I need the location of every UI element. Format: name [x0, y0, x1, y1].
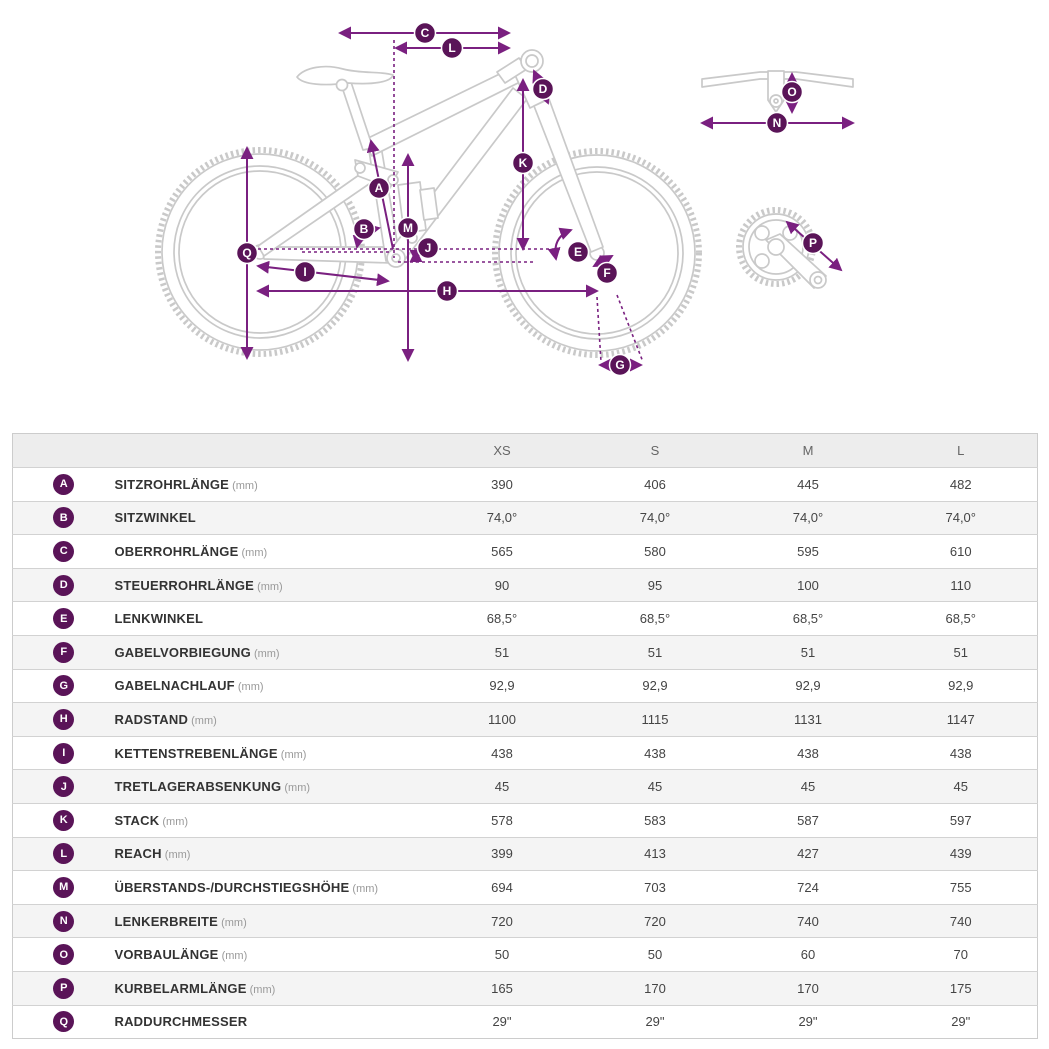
diagram-badge-bb-drop	[418, 238, 439, 259]
diagram-badge-handlebar-width	[767, 113, 788, 134]
value-cell-m: 29"	[732, 1005, 885, 1039]
value-cell-s: 45	[579, 770, 732, 804]
value-cell-m: 587	[732, 803, 885, 837]
table-row	[13, 568, 1038, 602]
measurement-label: GABELNACHLAUF	[114, 678, 235, 694]
row-letter-badge: C	[53, 541, 74, 562]
value-cell-m: 427	[732, 837, 885, 871]
size-header-xs: XS	[426, 434, 579, 468]
bike-side-view	[158, 50, 699, 355]
row-letter-badge: Q	[53, 1011, 74, 1032]
row-letter-badge: N	[53, 911, 74, 932]
table-row	[13, 736, 1038, 770]
measurement-label: STACK	[114, 812, 160, 828]
diagram-badge-wheel-diameter	[237, 243, 258, 264]
geometry-table-body	[13, 468, 1038, 1039]
measurement-label: STEUERROHRLÄNGE	[114, 577, 255, 593]
value-cell-m: 74,0°	[732, 501, 885, 535]
value-cell-l: 482	[885, 468, 1038, 502]
value-cell-s: 720	[579, 904, 732, 938]
row-badge-cell	[13, 602, 115, 636]
row-letter-badge: E	[53, 608, 74, 629]
diagram-badge-stem-length	[782, 82, 803, 103]
table-row	[13, 803, 1038, 837]
table-row	[13, 535, 1038, 569]
measurement-label: ÜBERSTANDS-/DURCHSTIEGSHÖHE	[114, 879, 350, 895]
row-label-cell	[115, 635, 426, 669]
measurement-label: OBERROHRLÄNGE	[114, 543, 239, 559]
row-badge-cell	[13, 904, 115, 938]
value-cell-xs: 438	[426, 736, 579, 770]
value-cell-s: 95	[579, 568, 732, 602]
row-letter-badge: K	[53, 810, 74, 831]
table-row	[13, 837, 1038, 871]
row-letter-badge: P	[53, 978, 74, 999]
row-badge-cell	[13, 770, 115, 804]
table-row	[13, 669, 1038, 703]
geometry-table-header-row	[13, 434, 1038, 468]
value-cell-l: 1147	[885, 703, 1038, 737]
svg-text:C: C	[420, 26, 430, 41]
row-badge-cell	[13, 736, 115, 770]
value-cell-m: 92,9	[732, 669, 885, 703]
row-letter-badge: J	[53, 776, 74, 797]
value-cell-s: 92,9	[579, 669, 732, 703]
measurement-unit: (mm)	[250, 647, 280, 660]
table-row	[13, 501, 1038, 535]
value-cell-l: 740	[885, 904, 1038, 938]
value-cell-xs: 90	[426, 568, 579, 602]
row-label-cell	[115, 770, 426, 804]
value-cell-xs: 390	[426, 468, 579, 502]
svg-text:G: G	[615, 358, 625, 373]
measurement-unit: (mm)	[188, 714, 217, 727]
value-cell-xs: 565	[426, 535, 579, 569]
size-header-l: L	[885, 434, 1038, 468]
measurement-label: TRETLAGERABSENKUNG	[114, 779, 282, 795]
measurement-label: KURBELARMLÄNGE	[114, 980, 247, 996]
value-cell-s: 413	[579, 837, 732, 871]
svg-text:Q: Q	[242, 246, 252, 261]
table-row	[13, 468, 1038, 502]
table-row	[13, 770, 1038, 804]
table-row	[13, 938, 1038, 972]
row-label-cell	[115, 904, 426, 938]
svg-text:D: D	[538, 82, 548, 97]
row-label-cell	[115, 736, 426, 770]
measurement-unit: (mm)	[234, 681, 264, 694]
value-cell-m: 100	[732, 568, 885, 602]
svg-text:N: N	[772, 116, 782, 131]
table-row	[13, 703, 1038, 737]
row-badge-cell	[13, 871, 115, 905]
table-row	[13, 871, 1038, 905]
table-row	[13, 635, 1038, 669]
measurement-label: RADSTAND	[114, 711, 189, 727]
value-cell-xs: 92,9	[426, 669, 579, 703]
measurement-label: RADDURCHMESSER	[114, 1014, 248, 1030]
row-badge-cell	[13, 1005, 115, 1039]
row-letter-badge: A	[53, 474, 74, 495]
row-badge-cell	[13, 703, 115, 737]
table-row	[13, 602, 1038, 636]
row-badge-cell	[13, 501, 115, 535]
diagram-badge-chainstay-length	[295, 262, 316, 283]
value-cell-m: 595	[732, 535, 885, 569]
value-cell-s: 170	[579, 971, 732, 1005]
svg-text:H: H	[442, 284, 452, 299]
size-header-m: M	[732, 434, 885, 468]
value-cell-l: 70	[885, 938, 1038, 972]
diagram-badge-top-tube-length	[415, 23, 436, 44]
row-label-cell	[115, 871, 426, 905]
diagram-badge-head-tube-length	[533, 79, 554, 100]
value-cell-s: 51	[579, 635, 732, 669]
value-cell-m: 740	[732, 904, 885, 938]
value-cell-xs: 165	[426, 971, 579, 1005]
measurement-unit: (mm)	[229, 479, 258, 492]
value-cell-xs: 51	[426, 635, 579, 669]
handlebar-top-view	[702, 71, 853, 112]
row-badge-cell	[13, 468, 115, 502]
value-cell-xs: 694	[426, 871, 579, 905]
row-label-cell	[115, 602, 426, 636]
measurement-unit: (mm)	[349, 882, 379, 895]
measurement-unit: (mm)	[238, 546, 268, 559]
value-cell-m: 60	[732, 938, 885, 972]
measurement-unit: (mm)	[246, 983, 276, 996]
value-cell-m: 68,5°	[732, 602, 885, 636]
measurement-label: REACH	[114, 846, 162, 862]
row-label-cell	[115, 669, 426, 703]
row-badge-cell	[13, 938, 115, 972]
value-cell-s: 406	[579, 468, 732, 502]
measurement-label: SITZROHRLÄNGE	[114, 476, 230, 492]
value-cell-m: 170	[732, 971, 885, 1005]
svg-text:A: A	[374, 181, 384, 196]
size-header-s: S	[579, 434, 732, 468]
value-cell-xs: 45	[426, 770, 579, 804]
row-label-cell	[115, 703, 426, 737]
measurement-label: GABELVORBIEGUNG	[114, 644, 251, 660]
value-cell-m: 438	[732, 736, 885, 770]
svg-text:F: F	[603, 266, 611, 281]
diagram-badge-crank-arm-length	[803, 233, 824, 254]
row-badge-cell	[13, 535, 115, 569]
measurement-unit: (mm)	[218, 916, 247, 929]
value-cell-xs: 720	[426, 904, 579, 938]
value-cell-s: 583	[579, 803, 732, 837]
measurement-unit: (mm)	[281, 782, 311, 795]
row-label-cell	[115, 568, 426, 602]
value-cell-s: 580	[579, 535, 732, 569]
value-cell-l: 610	[885, 535, 1038, 569]
value-cell-xs: 50	[426, 938, 579, 972]
row-badge-cell	[13, 568, 115, 602]
diagram-badge-trail	[610, 355, 631, 376]
measurement-label: LENKWINKEL	[114, 611, 204, 627]
row-label-cell	[115, 1005, 426, 1039]
value-cell-xs: 578	[426, 803, 579, 837]
value-cell-l: 29"	[885, 1005, 1038, 1039]
row-badge-cell	[13, 635, 115, 669]
svg-text:E: E	[573, 245, 583, 260]
value-cell-xs: 399	[426, 837, 579, 871]
value-cell-l: 110	[885, 568, 1038, 602]
header-badge-col	[13, 434, 115, 468]
value-cell-m: 724	[732, 871, 885, 905]
svg-text:L: L	[448, 41, 456, 56]
diagram-badge-wheelbase	[437, 281, 458, 302]
row-label-cell	[115, 535, 426, 569]
measurement-unit: (mm)	[277, 748, 307, 761]
row-label-cell	[115, 468, 426, 502]
value-cell-l: 755	[885, 871, 1038, 905]
row-letter-badge: H	[53, 709, 74, 730]
value-cell-l: 74,0°	[885, 501, 1038, 535]
row-label-cell	[115, 837, 426, 871]
diagram-badge-fork-offset	[597, 263, 618, 284]
value-cell-m: 51	[732, 635, 885, 669]
header-label-col	[115, 434, 426, 468]
value-cell-s: 68,5°	[579, 602, 732, 636]
diagram-badge-seat-tube-length	[369, 178, 390, 199]
table-row	[13, 904, 1038, 938]
row-label-cell	[115, 938, 426, 972]
diagram-badge-standover-height	[398, 218, 419, 239]
measurement-label: LENKERBREITE	[114, 913, 219, 929]
svg-text:I: I	[303, 265, 307, 280]
measurement-label: SITZWINKEL	[114, 510, 196, 526]
measurement-unit: (mm)	[254, 580, 283, 593]
value-cell-xs: 1100	[426, 703, 579, 737]
row-letter-badge: I	[53, 743, 74, 764]
value-cell-s: 703	[579, 871, 732, 905]
value-cell-l: 597	[885, 803, 1038, 837]
row-badge-cell	[13, 803, 115, 837]
row-letter-badge: G	[53, 675, 74, 696]
value-cell-s: 29"	[579, 1005, 732, 1039]
value-cell-s: 74,0°	[579, 501, 732, 535]
row-label-cell	[115, 803, 426, 837]
value-cell-m: 445	[732, 468, 885, 502]
measurement-unit: (mm)	[218, 950, 248, 963]
svg-text:O: O	[787, 85, 797, 100]
value-cell-xs: 74,0°	[426, 501, 579, 535]
row-letter-badge: F	[53, 642, 74, 663]
value-cell-l: 92,9	[885, 669, 1038, 703]
row-letter-badge: B	[53, 507, 74, 528]
value-cell-l: 439	[885, 837, 1038, 871]
value-cell-s: 50	[579, 938, 732, 972]
bike-geometry-diagram	[0, 0, 1049, 425]
value-cell-m: 45	[732, 770, 885, 804]
row-badge-cell	[13, 669, 115, 703]
value-cell-xs: 29"	[426, 1005, 579, 1039]
row-label-cell	[115, 501, 426, 535]
row-badge-cell	[13, 971, 115, 1005]
geometry-table	[12, 433, 1038, 1039]
measurement-unit: (mm)	[159, 815, 189, 828]
row-letter-badge: L	[53, 843, 74, 864]
table-row	[13, 971, 1038, 1005]
value-cell-l: 68,5°	[885, 602, 1038, 636]
diagram-badge-seat-angle	[354, 219, 375, 240]
measurement-label: VORBAULÄNGE	[114, 947, 219, 963]
svg-text:M: M	[403, 221, 413, 236]
row-badge-cell	[13, 837, 115, 871]
row-label-cell	[115, 971, 426, 1005]
table-row	[13, 1005, 1038, 1039]
value-cell-l: 438	[885, 736, 1038, 770]
svg-text:P: P	[808, 236, 818, 251]
value-cell-l: 51	[885, 635, 1038, 669]
value-cell-s: 1115	[579, 703, 732, 737]
row-letter-badge: O	[53, 944, 74, 965]
value-cell-m: 1131	[732, 703, 885, 737]
measurement-unit: (mm)	[161, 849, 191, 862]
value-cell-s: 438	[579, 736, 732, 770]
svg-text:J: J	[424, 241, 432, 256]
row-letter-badge: M	[53, 877, 74, 898]
value-cell-l: 175	[885, 971, 1038, 1005]
value-cell-xs: 68,5°	[426, 602, 579, 636]
svg-text:B: B	[359, 222, 369, 237]
diagram-badge-reach	[442, 38, 463, 59]
svg-text:K: K	[518, 156, 528, 171]
front-wheel	[495, 151, 699, 355]
measurement-label: KETTENSTREBENLÄNGE	[114, 745, 278, 761]
value-cell-l: 45	[885, 770, 1038, 804]
diagram-badge-stack	[513, 153, 534, 174]
diagram-badge-head-angle	[568, 242, 589, 263]
row-letter-badge: D	[53, 575, 74, 596]
